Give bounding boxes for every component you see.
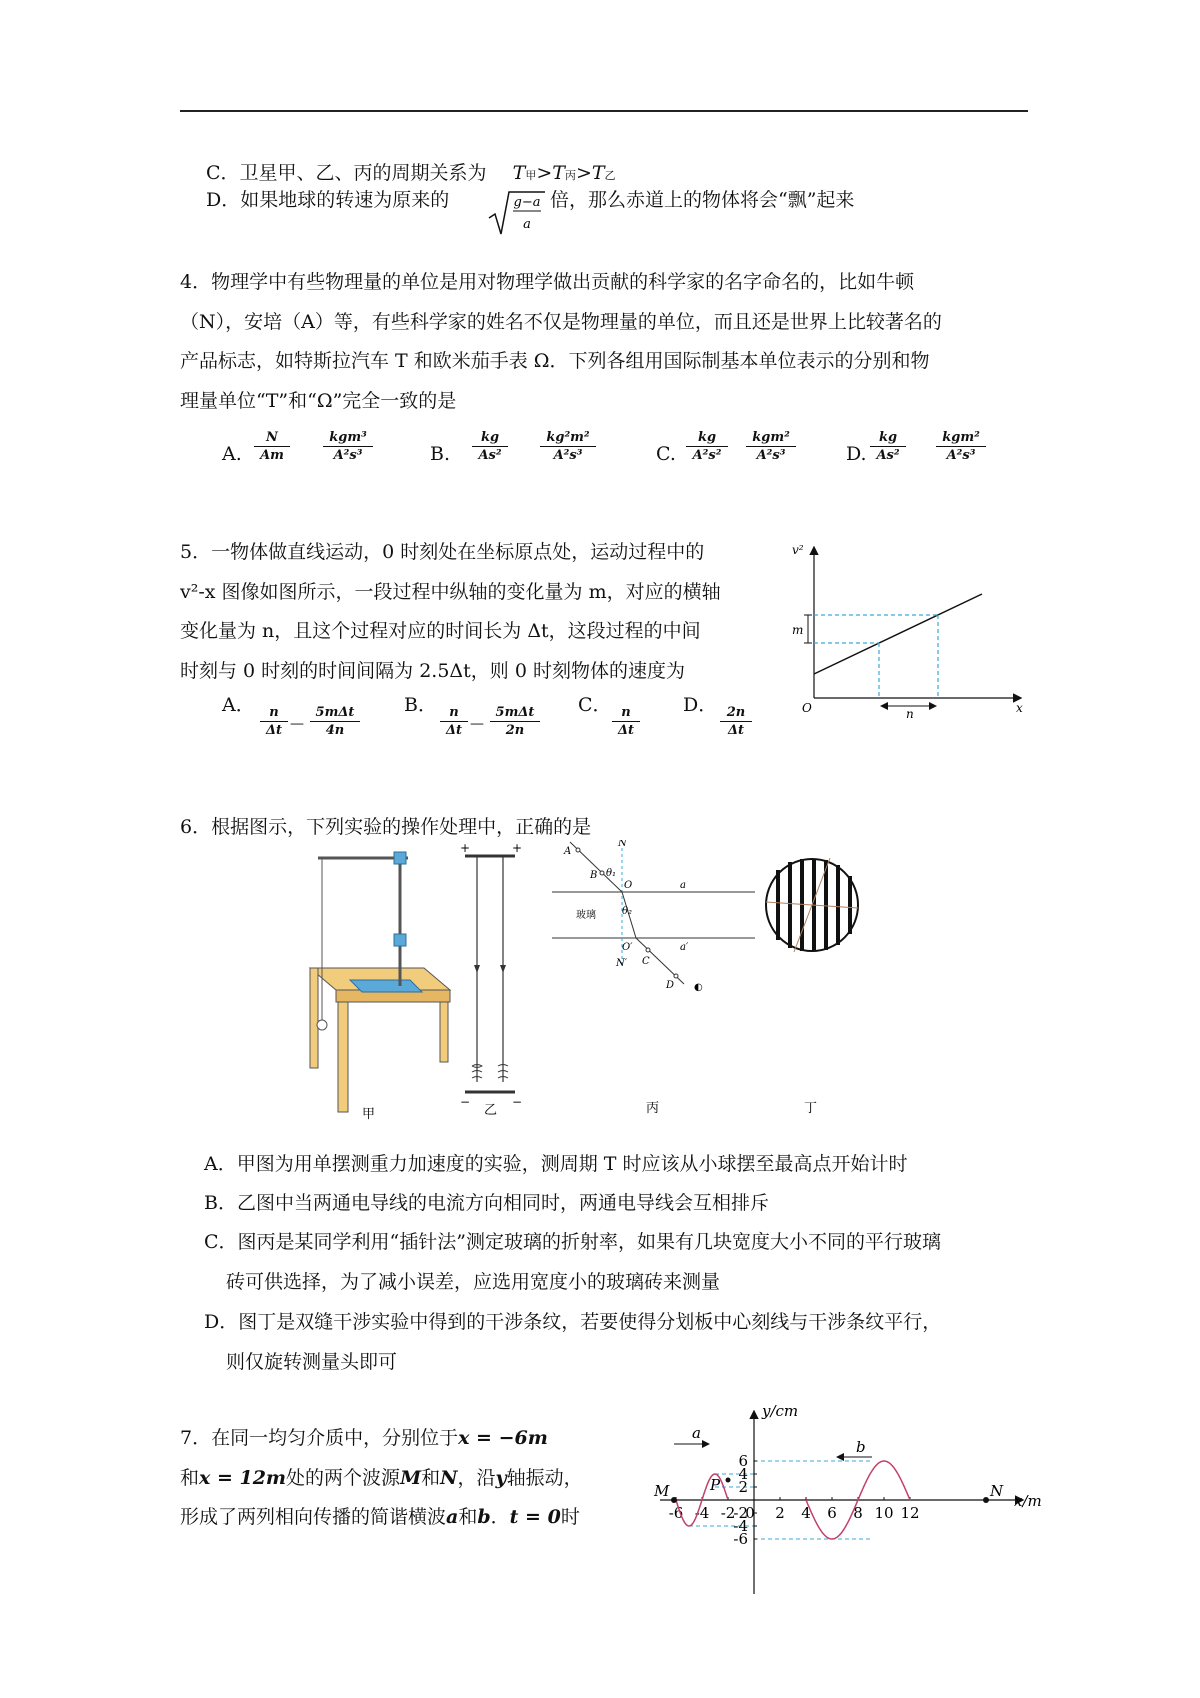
fig-bing-theta1: θ₁ — [606, 868, 617, 879]
fig-bing-point-d: D — [666, 980, 675, 991]
fig-yi-minus-right: − — [512, 1095, 523, 1109]
fig-yi-parallel-wires — [460, 841, 522, 1118]
q7-point-m — [671, 1497, 677, 1503]
fig-yi-minus-left: − — [460, 1095, 471, 1109]
q4-option-c-label: C. — [656, 443, 676, 465]
q7-y-tick-label: -2 — [733, 1504, 748, 1522]
q5-line-4: 时刻与 0 时刻的时间间隔为 2.5Δt，则 0 时刻物体的速度为 — [180, 660, 685, 682]
q5-y-label: v² — [792, 543, 804, 557]
q5-v2-x-graph — [780, 540, 1030, 720]
fig-bing-refraction — [552, 840, 755, 1116]
q5-option-a-frac1: $\frac{n}{\Delta t}$ — [260, 705, 288, 738]
q6-option-b: B．乙图中当两通电导线的电流方向相同时，两通电导线会互相排斥 — [204, 1192, 769, 1214]
q6-option-a: A．甲图为用单摆测重力加速度的实验，测周期 T 时应该从小球摆至最高点开始计时 — [204, 1153, 908, 1175]
q7-x-tick-label: 4 — [801, 1504, 811, 1522]
fig-bing-theta2: θ₂ — [622, 906, 633, 917]
sqrt-sign — [487, 188, 547, 238]
q4-option-b-frac1: $\frac{kg}{\text{As²}}$ — [472, 430, 508, 463]
q7-point-m-label: M — [654, 1482, 670, 1500]
fig-bing-point-b: B — [590, 870, 598, 881]
q7-y-axis-label: y/cm — [762, 1402, 799, 1420]
fig-bing-line-aprime: a′ — [680, 942, 689, 953]
q4-option-b-frac2: $\frac{\text{kg²m²}}{\text{A²s³}}$ — [540, 430, 596, 463]
q5-line-1: 5．一物体做直线运动，0 时刻处在坐标原点处，运动过程中的 — [180, 541, 705, 563]
sqrt-expression — [487, 188, 547, 238]
fig-ding-fringes — [766, 858, 858, 1116]
q6-figures — [300, 840, 940, 1130]
q7-x-tick-label: -4 — [694, 1504, 710, 1522]
fig-bing-line-a: a — [680, 880, 686, 891]
q7-x-tick-label: -2 — [720, 1504, 736, 1522]
q7-wave-graph — [630, 1400, 1050, 1600]
fig-bing-label: 丙 — [646, 1101, 660, 1116]
q4-option-b-label: B. — [430, 443, 451, 465]
q3-option-d-part2: 倍，那么赤道上的物体将会“飘”起来 — [550, 189, 855, 211]
q7-y-tick-label: 4 — [738, 1465, 748, 1483]
q6-option-c-line2: 砖可供选择，为了减小误差，应选用宽度小的玻璃砖来测量 — [226, 1271, 721, 1293]
q7-x-tick-label: 2 — [775, 1504, 785, 1522]
q7-line-3: 形成了两列相向传播的简谐横波a和b．t = 0时 — [180, 1506, 580, 1528]
fig-bing-glass-label: 玻璃 — [576, 910, 596, 921]
fig-yi-label: 乙 — [484, 1103, 498, 1118]
q4-option-a-frac1: $\frac{N}{Am}$ — [254, 430, 290, 463]
q7-x-tick-label: 6 — [827, 1504, 837, 1522]
q7-point-p-label: P — [710, 1476, 721, 1494]
q6-stem: 6．根据图示，下列实验的操作处理中，正确的是 — [180, 816, 592, 838]
fig-bing-point-oprime: O′ — [622, 942, 633, 953]
q3-option-d-part1: D．如果地球的转速为原来的 — [206, 189, 450, 211]
q5-option-a-operator: — — [290, 716, 304, 732]
q4-option-d-frac2: kgm² A²s³ — [936, 430, 986, 463]
q7-point-n — [983, 1497, 989, 1503]
q7-line-1: 7．在同一均匀介质中，分别位于x = −6m — [180, 1427, 548, 1449]
sqrt-numerator: g−a — [513, 195, 541, 210]
q5-v2-line — [814, 594, 982, 674]
q5-option-b-operator: — — [470, 716, 484, 732]
q5-option-b-frac1: $\frac{n}{\Delta t}$ — [440, 705, 468, 738]
q7-wave-a-label: a — [692, 1424, 701, 1442]
q5-n-label: n — [906, 707, 914, 720]
q6-option-d-line1: D．图丁是双缝干涉实验中得到的干涉条纹，若要使得分划板中心刻线与干涉条纹平行， — [204, 1311, 942, 1333]
fig-bing-normal-n: N — [618, 840, 627, 849]
q5-origin-label: O — [802, 701, 812, 715]
q7-x-tick-label: 0 — [745, 1504, 755, 1522]
q5-line-3: 变化量为 n，且这个过程对应的时间长为 Δt，这段过程的中间 — [180, 620, 701, 642]
q5-option-d-frac1: $\frac{2n}{\Delta t}$ — [720, 705, 752, 738]
q5-option-b-label: B． — [404, 694, 437, 716]
q4-line-3: 产品标志，如特斯拉汽车 T 和欧米茄手表 Ω．下列各组用国际制基本单位表示的分别和物 — [180, 350, 930, 372]
fig-bing-point-c: C — [642, 956, 650, 967]
fig-yi-plus-left: + — [460, 841, 471, 855]
q7-x-tick-label: 8 — [853, 1504, 863, 1522]
q3-option-c: C．卫星甲、乙、丙的周期关系为 T甲>T丙>T乙 — [206, 162, 616, 184]
q7-line-2: 和x = 12m处的两个波源M和N，沿y轴振动， — [180, 1467, 583, 1489]
q7-y-tick-label: -6 — [733, 1530, 748, 1548]
q5-line-2: v²-x 图像如图所示，一段过程中纵轴的变化量为 m，对应的横轴 — [180, 581, 721, 603]
q5-option-a-label: A． — [222, 694, 255, 716]
q4-option-d-label: D. — [846, 443, 867, 465]
q5-option-a-frac2: 5mΔt 4n — [310, 705, 360, 738]
q4-option-c-frac1: $\frac{kg}{\text{A²s²}}$ — [686, 430, 728, 463]
q7-x-axis-label: x/m — [1014, 1492, 1042, 1510]
fig-yi-plus-right: + — [512, 841, 523, 855]
fig-bing-point-o: O — [624, 880, 633, 891]
q5-option-d-label: D． — [683, 694, 718, 716]
q4-line-4: 理量单位“T”和“Ω”完全一致的是 — [180, 390, 457, 412]
fig-ding-label: 丁 — [804, 1101, 818, 1116]
q7-x-tick-label: -6 — [668, 1504, 684, 1522]
q7-wave-b-label: b — [856, 1438, 866, 1456]
q7-y-tick-label: 2 — [738, 1478, 748, 1496]
q5-option-c-label: C． — [578, 694, 612, 716]
q7-x-tick-label: 10 — [874, 1504, 894, 1522]
fig-bing-normal-nprime: N′ — [616, 958, 628, 969]
q6-option-d-line2: 则仅旋转测量头即可 — [226, 1351, 398, 1373]
q7-point-p — [726, 1478, 731, 1483]
sqrt-denominator: a — [523, 217, 531, 232]
q4-option-c-frac2: kgm² A²s³ — [746, 430, 796, 463]
q5-option-c-frac1: $\frac{n}{\Delta t}$ — [612, 705, 640, 738]
q4-option-a-label: A. — [222, 443, 242, 465]
q5-x-label: x — [1016, 701, 1023, 715]
q4-line-2: （N），安培（A）等，有些科学家的姓名不仅是物理量的单位，而且还是世界上比较著名的 — [180, 311, 942, 333]
q4-option-d-frac1: $\frac{kg}{\text{As²}}$ — [870, 430, 906, 463]
fig-jia-label: 甲 — [362, 1107, 376, 1122]
q7-x-tick-label: 12 — [900, 1504, 920, 1522]
q7-y-tick-label: -4 — [733, 1517, 748, 1535]
q4-line-1: 4．物理学中有些物理量的单位是用对物理学做出贡献的科学家的名字命名的，比如牛顿 — [180, 271, 915, 293]
q5-option-b-frac2: 5mΔt 2n — [490, 705, 540, 738]
eye-icon: ◐ — [694, 982, 703, 993]
fig-jia-pendulum-setup — [310, 852, 450, 1122]
q5-m-label: m — [792, 623, 804, 637]
fig-bing-point-a: A — [564, 846, 572, 857]
q6-option-c-line1: C．图丙是某同学利用“插针法”测定玻璃的折射率，如果有几块宽度大小不同的平行玻璃 — [204, 1231, 941, 1253]
q4-option-a-frac2: kgm³ A²s³ — [323, 430, 373, 463]
q7-point-n-label: N — [990, 1482, 1004, 1500]
header-rule — [180, 110, 1028, 112]
q7-y-tick-label: 6 — [738, 1452, 748, 1470]
